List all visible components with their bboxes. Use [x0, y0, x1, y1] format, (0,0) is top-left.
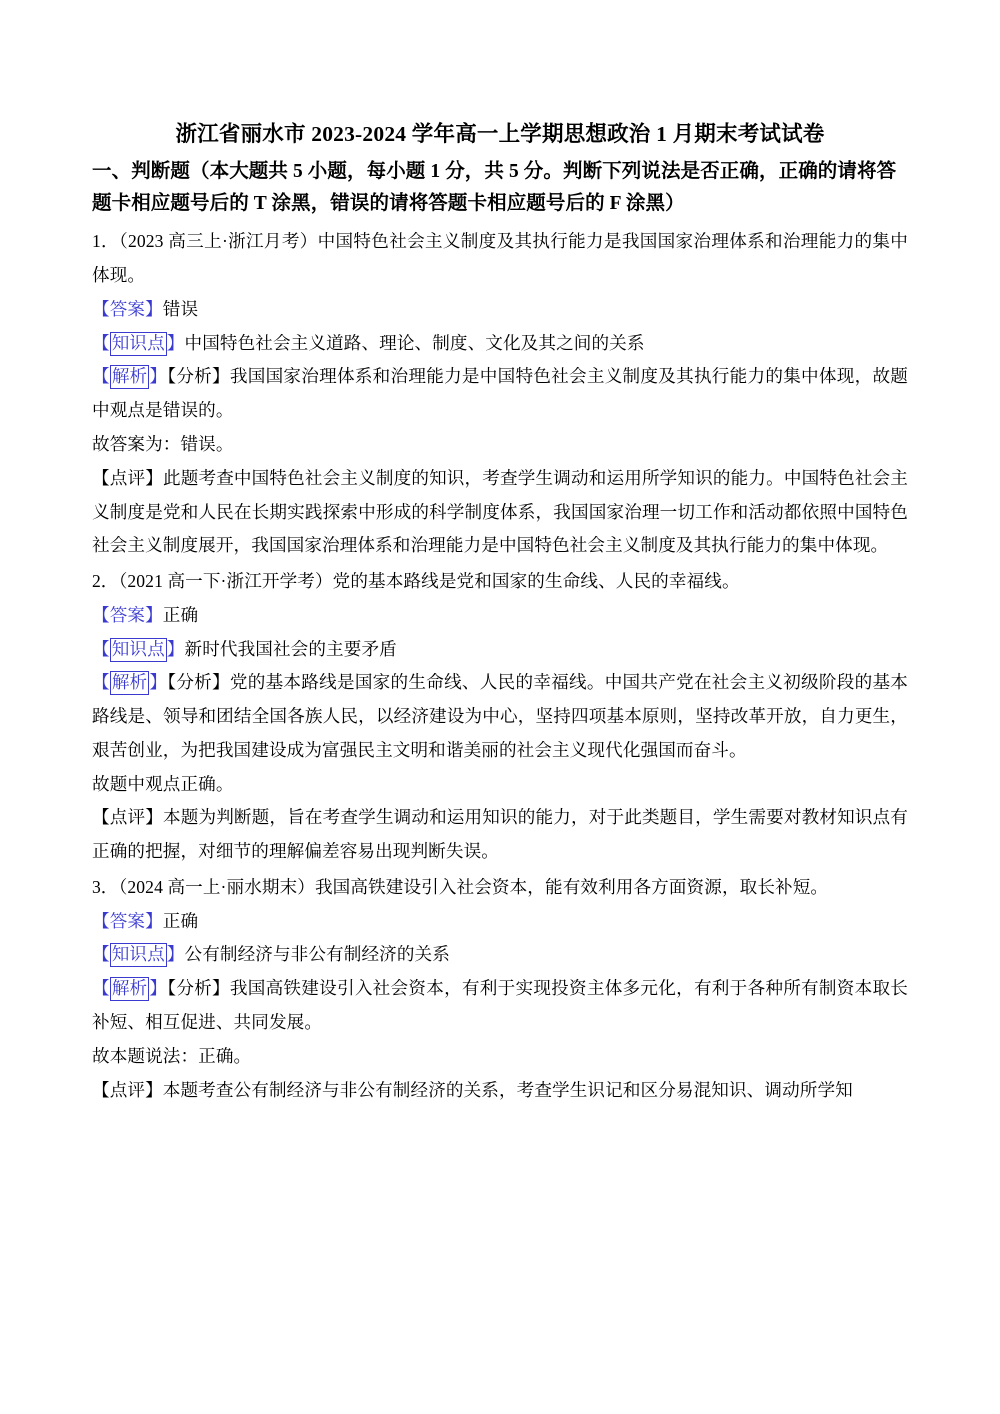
comment-line	[92, 1074, 908, 1108]
knowledge-line	[92, 633, 908, 667]
question-stem-text: ．（2021 高一下·浙江开学考）党的基本路线是党和国家的生命线、人民的幸福线。	[100, 571, 740, 592]
answer-text: 正确	[162, 604, 199, 625]
knowledge-label: 知识点	[110, 638, 167, 662]
knowledge-line	[92, 327, 908, 361]
question-stem	[92, 871, 908, 905]
comment-line	[92, 801, 908, 869]
answer-text: 错误	[162, 298, 199, 319]
answer-line	[92, 293, 908, 327]
question-stem-text: ．（2023 高三上·浙江月考）中国特色社会主义制度及其执行能力是我国国家治理体系和治理能力的集中体现。	[92, 231, 908, 286]
analysis-conclusion: 故题中观点正确。	[92, 773, 234, 794]
comment-label: 【点评】	[92, 467, 163, 488]
comment-text: 此题考查中国特色社会主义制度的知识，考查学生调动和运用所学知识的能力。中国特色社会主义制度是党和人民在长期实践探索中形成的科学制度体系，我国国家治理一切工作和活动都依照中国特色社会主义制度展开，我国国家治理体系和治理能力是中国特色社会主义制度及其执行能力的集中体现。	[92, 467, 908, 556]
analysis-label: 解析	[110, 671, 149, 695]
question-stem-text: ．（2024 高一上·丽水期末）我国高铁建设引入社会资本，能有效利用各方面资源，取长补短。	[100, 876, 829, 897]
section-heading: 一、判断题（本大题共 5 小题，每小题 1 分，共 5 分。判断下列说法是否正确，正确的请将答题卡相应题号后的 T 涂黑，错误的请将答题卡相应题号后的 F 涂黑）	[92, 161, 897, 214]
answer-line	[92, 905, 908, 939]
answer-label: 【答案】	[92, 910, 163, 931]
comment-line	[92, 462, 908, 563]
question-stem	[92, 225, 908, 293]
question-block	[92, 225, 908, 563]
question-stem	[92, 565, 908, 599]
question-number: 3	[92, 876, 101, 897]
question-block	[92, 871, 908, 1107]
analysis-label: 解析	[110, 977, 149, 1001]
analysis-line	[92, 360, 908, 428]
answer-label: 【答案】	[92, 298, 163, 319]
knowledge-bracket-right: 】	[166, 944, 185, 965]
knowledge-bracket-left: 【	[92, 944, 110, 965]
knowledge-label: 知识点	[110, 943, 167, 967]
analysis-text: 我国国家治理体系和治理能力是中国特色社会主义制度及其执行能力的集中体现，故题中观点是错误的。	[92, 366, 908, 421]
knowledge-bracket-left: 【	[92, 332, 110, 353]
analysis-conclusion: 故答案为：错误。	[92, 434, 234, 454]
question-number: 2	[92, 571, 101, 592]
comment-label: 【点评】	[92, 1079, 163, 1100]
analysis-sub-label: 【分析】	[167, 366, 230, 387]
knowledge-bracket-right: 】	[166, 638, 185, 659]
knowledge-bracket-left: 【	[92, 638, 110, 659]
knowledge-label: 知识点	[110, 332, 167, 356]
analysis-sub-label: 【分析】	[167, 672, 230, 693]
knowledge-text: 中国特色社会主义道路、理论、制度、文化及其之间的关系	[184, 332, 645, 353]
analysis-bracket-left: 【	[92, 366, 110, 387]
page-title: 浙江省丽水市 2023-2024 学年高一上学期思想政治 1 月期末考试试卷	[175, 122, 825, 146]
answer-text: 正确	[162, 910, 199, 931]
comment-text: 本题考查公有制经济与非公有制经济的关系，考查学生识记和区分易混知识、调动所学知	[162, 1079, 853, 1100]
analysis-bracket-right: 】	[149, 366, 168, 387]
knowledge-text: 公有制经济与非公有制经济的关系	[184, 944, 450, 965]
question-number: 1	[92, 231, 101, 252]
comment-text: 本题为判断题，旨在考查学生调动和运用知识的能力，对于此类题目，学生需要对教材知识点有正确的把握，对细节的理解偏差容易出现判断失误。	[92, 807, 908, 862]
question-block	[92, 565, 908, 869]
knowledge-line	[92, 938, 908, 972]
analysis-text: 我国高铁建设引入社会资本，有利于实现投资主体多元化，有利于各种所有制资本取长补短、相互促进、共同发展。	[92, 978, 908, 1033]
answer-label: 【答案】	[92, 604, 163, 625]
analysis-bracket-right: 】	[149, 672, 168, 693]
knowledge-text: 新时代我国社会的主要矛盾	[184, 638, 397, 659]
analysis-line	[92, 972, 908, 1040]
answer-line	[92, 599, 908, 633]
analysis-bracket-left: 【	[92, 672, 110, 693]
analysis-text: 党的基本路线是国家的生命线、人民的幸福线。中国共产党在社会主义初级阶段的基本路线是、领导和团结全国各族人民，以经济建设为中心，坚持四项基本原则，坚持改革开放，自力更生，艰苦创业，为把我国建设成为富强民主文明和谐美丽的社会主义现代化强国而奋斗。	[92, 672, 908, 760]
analysis-line	[92, 666, 908, 767]
analysis-label: 解析	[110, 365, 149, 389]
analysis-sub-label: 【分析】	[167, 978, 230, 999]
comment-label: 【点评】	[92, 807, 163, 828]
analysis-bracket-left: 【	[92, 978, 110, 999]
analysis-conclusion: 故本题说法：正确。	[92, 1045, 252, 1066]
knowledge-bracket-right: 】	[166, 332, 185, 353]
analysis-bracket-right: 】	[149, 978, 168, 999]
